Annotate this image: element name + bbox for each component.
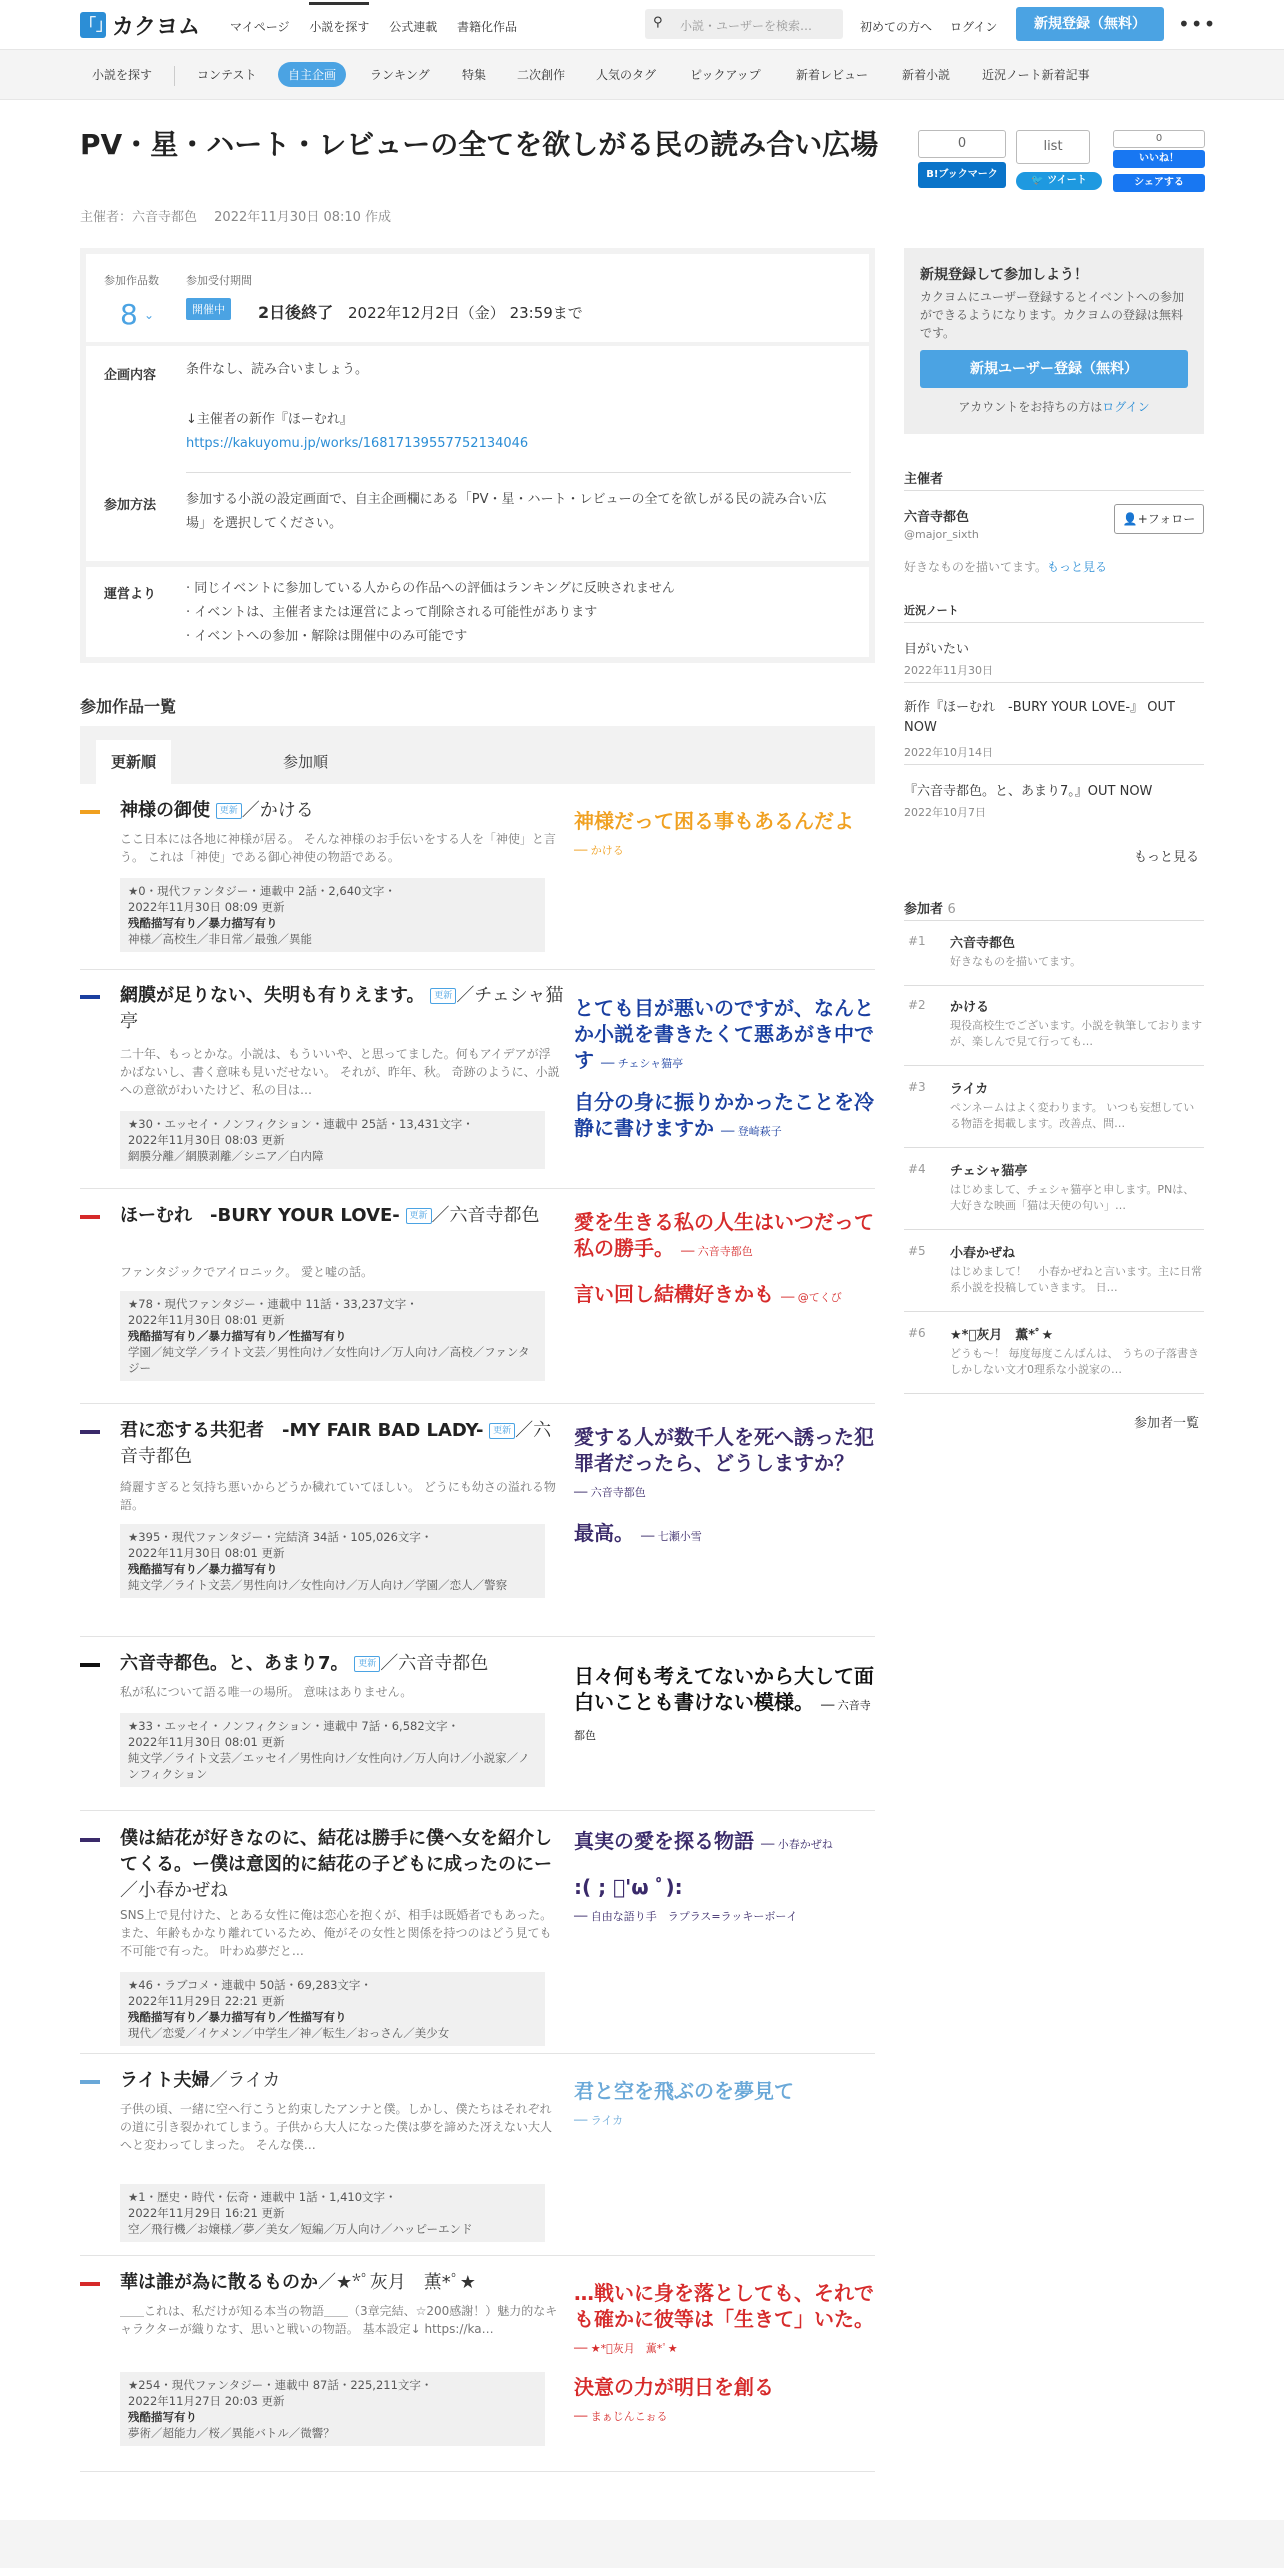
work-title[interactable]: ほーむれ -BURY YOUR LOVE- 更新 ／六音寺都色 <box>120 1205 540 1226</box>
logo-text[interactable]: カクヨム <box>112 15 201 40</box>
nav-books[interactable]: 書籍化作品 <box>457 20 518 34</box>
chevron-down-icon[interactable]: ⌄ <box>144 308 155 322</box>
updated-badge: 更新 <box>406 1208 432 1224</box>
note-title[interactable]: 『六音寺都色。と、あまり7。』OUT NOW <box>904 784 1153 799</box>
subnav-ranking[interactable]: ランキング <box>370 68 430 82</box>
subnav-new-novels[interactable]: 新着小説 <box>902 68 951 82</box>
work-meta: ★30・エッセイ・ノンフィクション・連載中 25話・13,431文字・ 2022年11月30日 08:03 更新 網膜分離／網膜剥離／シニア／白内障 <box>120 1111 545 1169</box>
note-title[interactable]: 目がいたい <box>904 642 970 657</box>
subnav-find[interactable]: 小説を探す <box>92 68 153 82</box>
work-description: SNS上で見付けた、とある女性に俺は恋心を抱くが、相手は既婚者でもあった。 また、年齢もかなり離れているため、俺がその女性と関係を持つのはどう見ても不可能で有った。 叶わぬ夢だと… <box>120 1908 553 1958</box>
work-author[interactable]: ／六音寺都色 <box>380 1653 489 1674</box>
work-item <box>80 1195 875 1404</box>
divider <box>904 920 1204 921</box>
content-link[interactable]: https://kakuyomu.jp/works/16817139557752134046 <box>186 436 529 451</box>
tweet-label: ツイート <box>1047 175 1087 186</box>
signup-promo <box>904 248 1204 434</box>
event-meta <box>80 206 391 225</box>
work-title[interactable]: 六音寺都色。と、あまり7。 更新 ／六音寺都色 <box>120 1653 489 1674</box>
work-meta: ★1・歴史・時代・伝奇・連載中 1話・1,410文字・ 2022年11月29日 16:21 更新 空／飛行機／お嬢様／夢／美女／短編／万人向け／ハッピーエンド <box>120 2184 545 2242</box>
nav-mypage[interactable]: マイページ <box>230 20 290 34</box>
divider <box>186 472 851 473</box>
subnav-new-notes[interactable]: 近況ノート新着記事 <box>982 68 1090 82</box>
work-item <box>80 1643 875 1811</box>
sub-nav <box>0 50 1284 100</box>
host-label[interactable]: 主催者：六音寺都色 <box>80 210 198 225</box>
subnav-tags[interactable]: 人気のタグ <box>596 68 657 82</box>
promo-login-link[interactable]: ログイン <box>1102 400 1150 414</box>
work-meta: ★78・現代ファンタジー・連載中 11話・33,237文字・ 2022年11月30日 08:01 更新 残酷描写有り／暴力描写有り／性描写有り 学園／純文学／ライト文芸／男性向け／女性向け／万人向け／高校／ファンタジー <box>120 1291 545 1381</box>
work-meta: ★254・現代ファンタジー・連載中 87話・225,211文字・ 2022年11月27日 20:03 更新 残酷描写有り 夢術／超能力／桜／異能バトル／微響？ <box>120 2372 545 2446</box>
review[interactable]: 真実の愛を探る物語 ── 小春かぜね <box>574 1829 833 1853</box>
work-description: 綺麗すぎると気持ち悪いからどうか穢れていてほしい。 どうにも幼さの溢れる物語。 <box>120 1480 556 1512</box>
entries-label: 参加作品数 <box>104 274 159 287</box>
work-title[interactable]: ライト夫婦／ライカ <box>120 2070 281 2091</box>
review[interactable]: 愛を生きる私の人生はいつだって私の勝手。 ── 六音寺都色 <box>574 1210 874 1260</box>
updated-badge: 更新 <box>216 803 242 819</box>
note-date: 2022年10月14日 <box>904 746 993 759</box>
created-date: 2022年11月30日 08:10 作成 <box>214 210 392 225</box>
subnav-new-reviews[interactable]: 新着レビュー <box>796 68 869 82</box>
work-meta: ★0・現代ファンタジー・連載中 2話・2,640文字・ 2022年11月30日 08:09 更新 残酷描写有り／暴力描写有り 神様／高校生／非日常／最強／異能 <box>120 878 545 952</box>
content-line-2: ↓主催者の新作『ほーむれ』 <box>186 412 353 427</box>
host-heading: 主催者 <box>904 472 944 487</box>
divider <box>904 490 1204 491</box>
works-tabs <box>80 726 875 784</box>
status-badge: 開催中 <box>186 298 231 320</box>
page-title: PV・星・ハート・レビューの全てを欲しがる民の読み合い広場 <box>80 128 879 161</box>
review[interactable]: とても目が悪いのですが、なんとか小説を書きたくて悪あがき中です ── チェシャ猫亭 <box>574 996 874 1072</box>
method-label: 参加方法 <box>104 498 157 513</box>
note-title[interactable]: 新作『ほーむれ -BURY YOUR LOVE-』 OUT NOW <box>904 700 1175 735</box>
work-meta: ★46・ラブコメ・連載中 50話・69,283文字・ 2022年11月29日 22:21 更新 残酷描写有り／暴力描写有り／性描写有り 現代／恋愛／イケメン／中学生／神／転生／おっさん／美少女 <box>120 1972 545 2046</box>
note-date: 2022年11月30日 <box>904 664 993 677</box>
review[interactable]: :( ; ﾟ'ω ﾟ): ── 自由な語り手 ラプラス=ラッキーボーイ <box>574 1875 798 1923</box>
tab-recent[interactable]: 更新順 <box>96 740 171 784</box>
work-description: 私が私について語る唯一の場所。 意味はありません。 <box>120 1685 413 1699</box>
rules-label: 運営より <box>104 587 157 602</box>
work-color-bar <box>80 2080 100 2084</box>
work-tags[interactable]: 夢術／超能力／桜／異能バトル／微響？ <box>128 2426 335 2440</box>
review[interactable]: 愛する人が数千人を死へ誘った犯罪者だったら、どうしますか？ ── 六音寺都色 <box>574 1425 874 1499</box>
tweet-button[interactable] <box>1016 172 1102 190</box>
work-item <box>80 2060 875 2256</box>
like-button[interactable]: いいね！ <box>1113 150 1205 168</box>
work-author[interactable]: ／ライカ <box>209 2070 281 2091</box>
work-meta: ★395・現代ファンタジー・完結済 34話・105,026文字・ 2022年11月30日 08:01 更新 残酷描写有り／暴力描写有り 純文学／ライト文芸／男性向け／女性向け／万人向け／学園／恋人／警察 <box>120 1524 545 1598</box>
footer <box>0 2520 1284 2568</box>
work-color-bar <box>80 1215 100 1219</box>
rule-item: · イベントは、主催者または運営によって削除される可能性があります <box>186 605 598 620</box>
add-user-icon: 👤 <box>1122 512 1138 526</box>
event-info-panel <box>80 248 875 663</box>
search-icon: ⚲ <box>653 15 663 30</box>
work-title[interactable]: 網膜が足りない、失明も有りえます。 更新 ／チェシャ猫亭 <box>120 985 564 1032</box>
works-section-title: 参加作品一覧 <box>80 697 177 716</box>
promo-title: 新規登録して参加しよう！ <box>920 267 1088 283</box>
entries-count[interactable]: 8 <box>120 298 138 331</box>
work-meta: ★33・エッセイ・ノンフィクション・連載中 7話・6,582文字・ 2022年11月30日 08:01 更新 純文学／ライト文芸／エッセイ／男性向け／女性向け／万人向け／小説家／ノンフィクション <box>120 1713 545 1787</box>
participants-heading: 参加者 6 <box>904 902 956 917</box>
work-title[interactable]: 神様の御使 更新 ／かける <box>120 800 314 821</box>
host-more-link[interactable]: もっと見る <box>1047 560 1108 574</box>
work-color-bar <box>80 1838 100 1842</box>
logo-icon[interactable]: 「」 <box>80 12 106 38</box>
host-description: 好きなものを描いてます。もっと見る <box>904 560 1108 574</box>
signup-button[interactable]: 新規ユーザー登録（無料） <box>920 350 1188 388</box>
review[interactable]: 自分の身に振りかかったことを冷静に書けますか ── 登崎萩子 <box>574 1090 874 1140</box>
method-text: 参加する小説の設定画面で、自主企画欄にある「PV・星・ハート・レビューの全てを欲しがる民の読み合い広場」を選択してください。 <box>186 492 827 531</box>
work-tags[interactable]: 網膜分離／網膜剥離／シニア／白内障 <box>128 1149 324 1163</box>
subnav-contest[interactable]: コンテスト <box>197 68 257 82</box>
work-color-bar <box>80 995 100 999</box>
participants-all-link[interactable]: 参加者一覧 <box>1134 1416 1200 1431</box>
twitter-icon: 🐦 <box>1031 175 1044 186</box>
promo-login-text: アカウントをお持ちの方はログイン <box>958 400 1150 414</box>
top-nav <box>230 18 533 35</box>
work-description: 子供の頃、一緒に空へ行こうと約束したアンナと僕。しかし、僕たちはそれぞれの道に引き裂かれてしまう。子供から大人になった僕は夢を諦めた冴えない大人へと変わってしまった。 そんな僕… <box>120 2102 553 2152</box>
work-description: ＿＿これは、私だけが知る本当の物語＿＿（3章完結、☆200感謝！）魅力的なキャラクターが織りなす、思いと戦いの物語。 基本設定↓ https://ka… <box>120 2304 558 2336</box>
content-label: 企画内容 <box>104 368 157 383</box>
work-item <box>80 975 875 1189</box>
participant-item[interactable]: #1 六音寺都色 好きなものを描いてます。 <box>904 926 1204 986</box>
work-color-bar <box>80 810 100 814</box>
nav-official[interactable]: 公式連載 <box>389 20 438 34</box>
updated-badge: 更新 <box>354 1656 380 1672</box>
bookmark-count: 0 <box>918 130 1006 158</box>
subnav-feature[interactable]: 特集 <box>462 68 487 82</box>
subnav-fanfic[interactable]: 二次創作 <box>517 68 566 82</box>
work-title[interactable]: 君に恋する共犯者 -MY FAIR BAD LADY- 更新 ／六音寺都色 <box>120 1420 552 1467</box>
work-item <box>80 2262 875 2472</box>
divider <box>904 622 1204 623</box>
work-tags[interactable]: 純文学／ライト文芸／男性向け／女性向け／万人向け／学園／恋人／警察 <box>128 1578 508 1592</box>
participant-item[interactable]: #3 ライカ ペンネームはよく変わります。 いつも妄想している物語を掲載します。改善点、問… <box>904 1072 1204 1148</box>
notes-more-link[interactable]: もっと見る <box>1134 850 1200 865</box>
review[interactable]: 言い回し結構好きかも ── @てくび <box>574 1282 842 1306</box>
work-tags[interactable]: 純文学／ライト文芸／エッセイ／男性向け／女性向け／万人向け／小説家／ノンフィクション <box>128 1751 530 1781</box>
event-content-box <box>86 346 869 561</box>
help-link[interactable]: 初めての方へ <box>860 20 933 34</box>
review[interactable]: 日々何も考えてないから大して面白いことも書けない模様。 ── 六音寺都色 <box>574 1664 874 1742</box>
deadline: 2022年12月2日（金） 23:59まで <box>348 304 583 322</box>
remaining-time: 2日後終了 <box>258 303 334 322</box>
rule-item: · 同じイベントに参加している人からの作品への評価はランキングに反映されません <box>186 581 675 596</box>
updated-badge: 更新 <box>430 988 456 1004</box>
participant-item[interactable]: #2 かける 現役高校生でございます。小説を執筆しておりますが、楽しんで見て行っても… <box>904 990 1204 1066</box>
nav-find-novels[interactable]: 小説を探す <box>309 20 370 34</box>
register-button[interactable]: 新規登録（無料） <box>1016 7 1164 41</box>
divider <box>904 682 1204 683</box>
search-input[interactable] <box>645 9 843 39</box>
review[interactable]: 決意の力が明日を創る ── まぁじんこぉる <box>574 2375 774 2423</box>
share-button[interactable]: シェアする <box>1113 174 1205 192</box>
work-description: 二十年、もっとかな。小説は、もういいや、と思ってました。何もアイデアが浮かばないし、書く意味も見いだせない。 それが、昨年、秋。 奇跡のように、小説への意欲がわいたけど、私の目は… <box>120 1047 560 1097</box>
review[interactable]: 神様だって困る事もあるんだよ ── かける <box>574 809 854 857</box>
participant-item[interactable]: #6 ★*ﾟ灰月 薫*ﾟ★ どうも〜！ 毎度毎度こんばんは、 うちの子落書きしかしない文才0理系な小説家の… <box>904 1318 1204 1394</box>
work-author[interactable]: ／★*ﾟ灰月 薫*ﾟ★ <box>318 2272 476 2293</box>
divider <box>904 764 1204 765</box>
subnav-pickup[interactable]: ピックアップ <box>690 68 761 82</box>
rules-box <box>86 567 869 657</box>
login-link[interactable]: ログイン <box>950 20 998 34</box>
subnav-divider <box>174 66 175 86</box>
period-label: 参加受付期間 <box>186 274 252 287</box>
work-author[interactable]: ／小春かぜね <box>120 1880 228 1901</box>
list-button[interactable]: list <box>1016 130 1090 164</box>
content-line-1: 条件なし、読み合いましょう。 <box>186 362 369 377</box>
work-author[interactable]: ／六音寺都色 <box>431 1205 540 1226</box>
work-item <box>80 1410 875 1637</box>
review[interactable]: 君と空を飛ぶのを夢見て ── ライカ <box>574 2079 794 2127</box>
host-id: @major_sixth <box>904 528 979 541</box>
participant-item[interactable]: #5 小春かぜね はじめまして！ 小春かぜねと言います。主に日常系小説を投稿していきます。 日… <box>904 1236 1204 1312</box>
work-tags[interactable]: 空／飛行機／お嬢様／夢／美女／短編／万人向け／ハッピーエンド <box>128 2222 473 2236</box>
note-date: 2022年10月7日 <box>904 806 986 819</box>
work-author[interactable]: ／六音寺都色 <box>120 1420 552 1467</box>
work-tags[interactable]: 学園／純文学／ライト文芸／男性向け／女性向け／万人向け／高校／ファンタジー <box>128 1345 530 1375</box>
work-item <box>80 1818 875 2054</box>
work-description: ここ日本には各地に神様が居る。 そんな神様のお手伝いをする人を「神使」と言う。 これは「神使」である御心神使の物語である。 <box>120 832 556 864</box>
search-placeholder: 小説・ユーザーを検索… <box>680 19 813 33</box>
more-menu-icon[interactable]: ••• <box>1178 12 1217 36</box>
work-tags[interactable]: 神様／高校生／非日常／最強／異能 <box>128 932 312 946</box>
updated-badge: 更新 <box>489 1423 515 1439</box>
tab-joined[interactable]: 参加順 <box>283 753 329 771</box>
follow-button[interactable]: 👤+フォロー <box>1114 504 1204 534</box>
promo-description: カクヨムにユーザー登録するとイベントへの参加ができるようになります。カクヨムの登録は無料です。 <box>920 290 1185 340</box>
rule-item: · イベントへの参加・解除は開催中のみ可能です <box>186 629 468 644</box>
work-author[interactable]: ／チェシャ猫亭 <box>120 985 564 1032</box>
work-color-bar <box>80 1430 100 1434</box>
event-status-box <box>86 254 869 342</box>
work-title[interactable]: 僕は結花が好きなのに、結花は勝手に僕へ女を紹介してくる。ー僕は意図的に結花の子どもに成ったのにー／小春かぜね <box>120 1828 552 1901</box>
review[interactable]: …戦いに身を落としても、それでも確かに彼等は「生きて」いた。 ── ★*ﾟ灰月 薫*ﾟ★ <box>574 2281 874 2355</box>
work-title[interactable]: 華は誰が為に散るものか／★*ﾟ灰月 薫*ﾟ★ <box>120 2272 476 2293</box>
work-color-bar <box>80 1663 100 1667</box>
top-header <box>0 0 1284 50</box>
subnav-self-event[interactable]: 自主企画 <box>278 62 346 87</box>
like-count: 0 <box>1113 130 1205 148</box>
work-item <box>80 790 875 970</box>
participant-item[interactable]: #4 チェシャ猫亭 はじめまして、チェシャ猫亭と申します。PNは、大好きな映画「猫は天使の句い」… <box>904 1154 1204 1230</box>
host-name[interactable]: 六音寺都色 <box>904 510 970 525</box>
work-color-bar <box>80 2282 100 2286</box>
work-author[interactable]: ／かける <box>241 800 314 821</box>
participants-count: 6 <box>947 902 956 917</box>
hatena-bookmark-button[interactable]: B!ブックマーク <box>918 162 1006 188</box>
work-tags[interactable]: 現代／恋愛／イケメン／中学生／神／転生／おっさん／美少女 <box>128 2026 450 2040</box>
review[interactable]: 最高。 ── 七瀬小雪 <box>574 1521 702 1545</box>
notes-heading: 近況ノート <box>904 604 959 617</box>
work-description: ファンタジックでアイロニック。 愛と嘘の話。 <box>120 1265 374 1279</box>
